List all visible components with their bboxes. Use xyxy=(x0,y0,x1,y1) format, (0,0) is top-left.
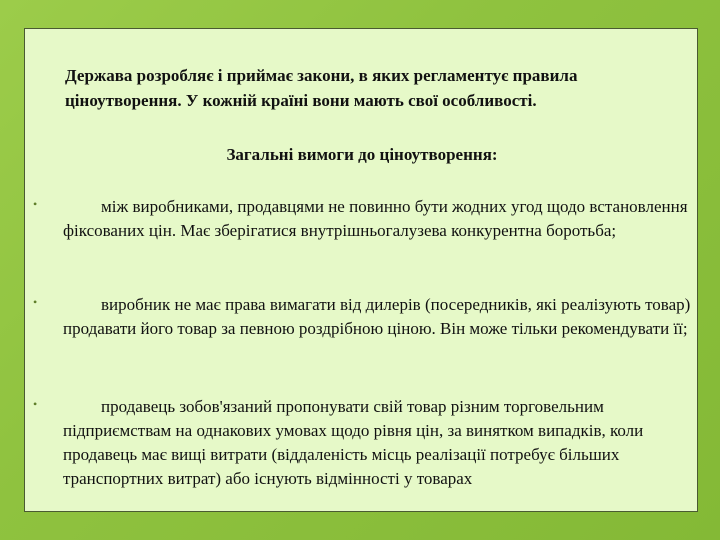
intro-paragraph: Держава розробляє і приймає закони, в яких регламентує правила ціноутворення. У кожній країні вони мають свої особливості. xyxy=(65,66,578,110)
bullet-text: продавець зобов'язаний пропонувати свій товар різним торговельним підприємствам на однакових умовах щодо рівня цін, за винятком випадків, коли продавець має вищі витрати (віддаленість місць реалізації потребує більших транспортних витрат) або існують відмінності у товарах xyxy=(63,397,644,488)
bullet-marker: • xyxy=(33,197,38,211)
section-heading: Загальні вимоги до ціноутворення: xyxy=(226,145,498,164)
bullet-text: виробник не має права вимагати від дилерів (посередників, які реалізують товар) продавати його товар за певною роздрібною ціною. Він може тільки рекомендувати її; xyxy=(63,295,691,338)
bullet-marker: • xyxy=(33,295,38,309)
bullet-text: між виробниками, продавцями не повинно бути жодних угод щодо встановлення фіксованих цін. Має зберігатися внутрішньогалузева конкурентна боротьба; xyxy=(63,197,688,240)
bullet-marker: • xyxy=(33,397,38,411)
slide-panel xyxy=(24,28,698,512)
